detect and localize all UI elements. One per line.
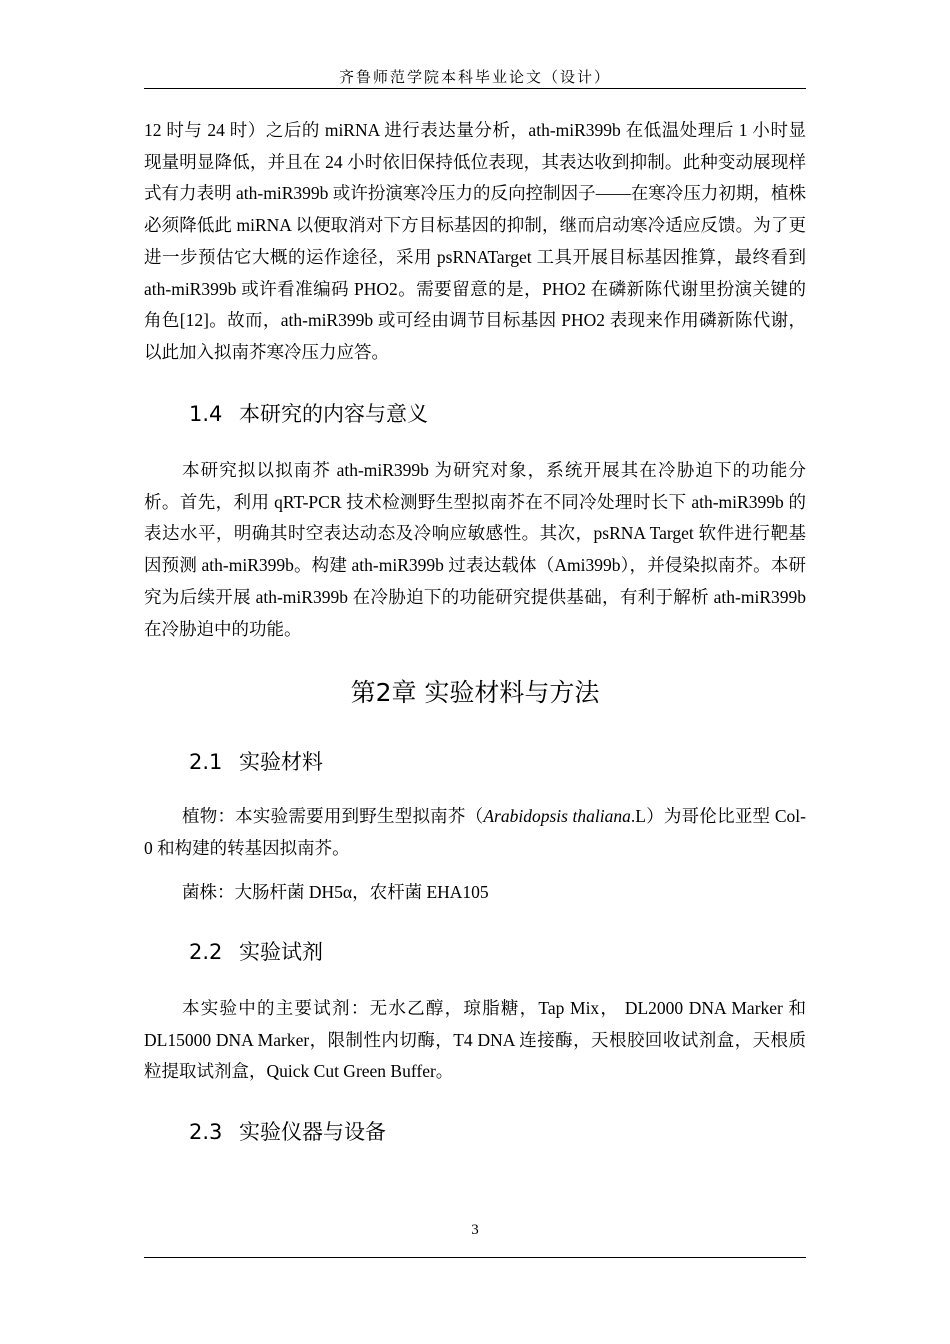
section-number: 2.1 <box>189 750 223 774</box>
section-title: 本研究的内容与意义 <box>239 402 428 426</box>
header-rule <box>144 88 806 89</box>
paragraph-intro-continued: 12 时与 24 时）之后的 miRNA 进行表达量分析，ath-miR399b 在低温处理后 1 小时显现量明显降低，并且在 24 小时依旧保持低位表现，其表达收到抑制。此种变动展现样式有力表明 ath-miR399b 或许扮演寒冷压力的反向控制因子——在寒冷压力初期，植株必须降低此 miRNA 以便取消对下方目标基因的抑制，继而启动寒冷适应反馈。为了更进一步预估它大概的运作途径，采用 psRNATarget 工具开展目标基因推算，最终看到 ath-miR399b 或许看准编码 PHO2。需要留意的是，PHO2 在磷新陈代谢里扮演关键的角色[12]。故而，ath-miR399b 或可经由调节目标基因 PHO2 表现来作用磷新陈代谢，以此加入拟南芥寒冷压力应答。 <box>144 120 806 362</box>
section-number: 2.3 <box>189 1120 223 1144</box>
paragraph-research-content: 本研究拟以拟南芥 ath-miR399b 为研究对象，系统开展其在冷胁迫下的功能分析。首先，利用 qRT-PCR 技术检测野生型拟南芥在不同冷处理时长下 ath-miR399b 的表达水平，明确其时空表达动态及冷响应敏感性。其次，psRNA Target 软件进行靶基因预测 ath-miR399b。构建 ath-miR399b 过表达载体（Ami399b），并侵染拟南芥。本研究为后续开展 ath-miR399b 在冷胁迫下的功能研究提供基础，有利于解析 ath-miR399b 在冷胁迫中的功能。 <box>144 460 806 639</box>
section-heading-2-2 <box>189 936 323 966</box>
section-heading-1-4 <box>189 398 428 428</box>
section-heading-2-1 <box>189 746 323 776</box>
section-number: 2.2 <box>189 940 223 964</box>
page-header-title: 齐鲁师范学院本科毕业论文（设计） <box>338 68 611 86</box>
section-title: 实验材料 <box>239 750 323 774</box>
paragraph-bacterial-strain: 菌株：大肠杆菌 DH5α，农杆菌 EHA105 <box>182 882 489 902</box>
chapter-heading: 第2章 实验材料与方法 <box>350 678 600 707</box>
section-heading-2-3 <box>189 1116 386 1146</box>
section-title: 实验试剂 <box>239 940 323 964</box>
paragraph-plant-material <box>144 801 806 864</box>
paragraph-reagents: 本实验中的主要试剂：无水乙醇，琼脂糖，Tap Mix， DL2000 DNA Marker 和 DL15000 DNA Marker，限制性内切酶，T4 DNA 连接酶，天根胶回收试剂盒，天根质粒提取试剂盒，Quick Cut Green Buffer。 <box>144 998 806 1082</box>
species-name: Arabidopsis thaliana <box>483 806 631 826</box>
section-number: 1.4 <box>189 402 223 426</box>
plant-text-start: 植物：本实验需要用到野生型拟南芥（ <box>182 806 484 826</box>
footer-rule <box>144 1257 806 1258</box>
page-number: 3 <box>471 1222 479 1238</box>
plant-text-end: .L）为哥伦比亚型 Col-0 和构建的转基因拟南芥。 <box>144 806 806 858</box>
section-title: 实验仪器与设备 <box>239 1120 386 1144</box>
